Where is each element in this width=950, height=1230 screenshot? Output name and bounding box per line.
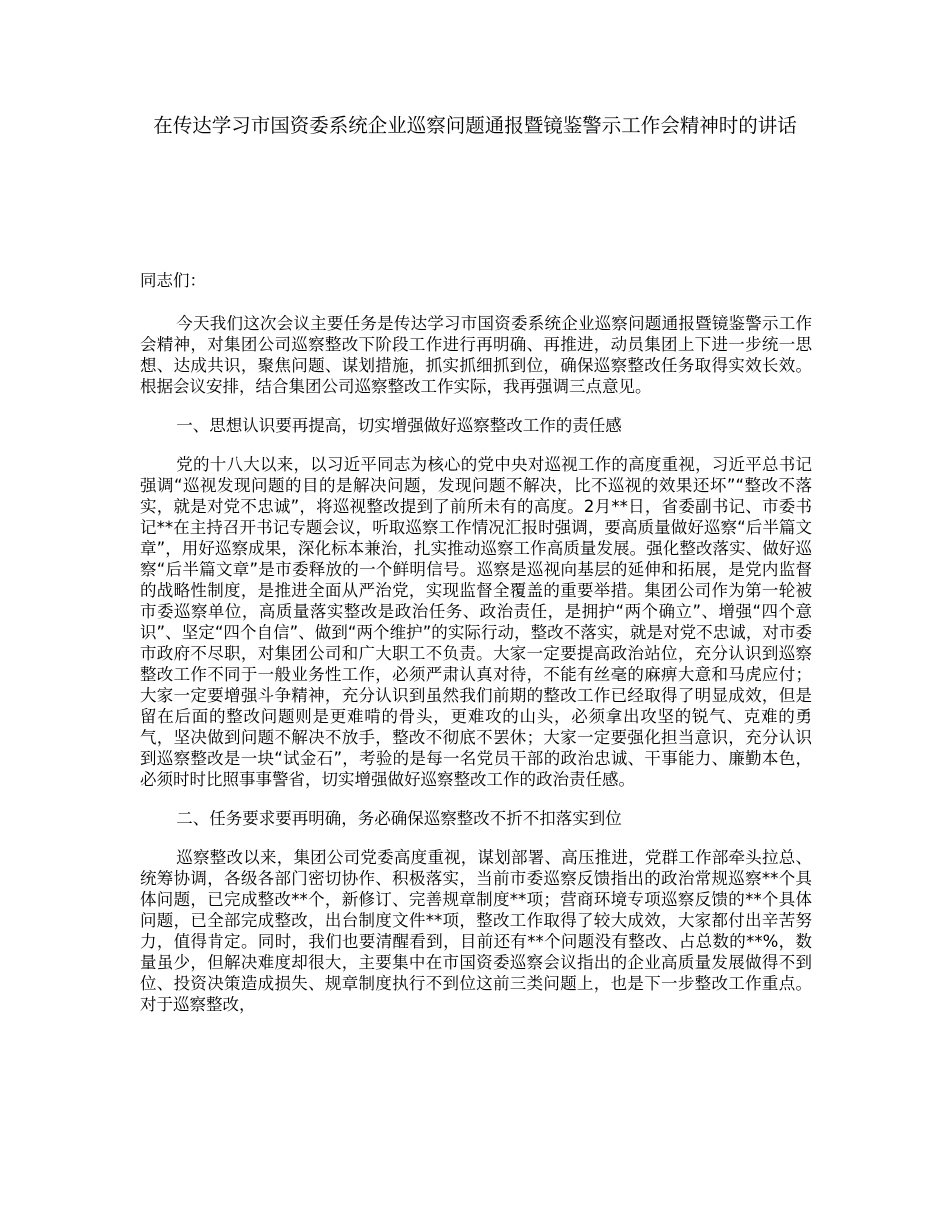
section-heading-2: 二、任务要求要再明确，务必确保巡察整改不折不扣落实到位 [176, 809, 622, 828]
document-title: 在传达学习市国资委系统企业巡察问题通报暨镜鉴警示工作会精神时的讲话 [153, 114, 797, 137]
greeting: 同志们： [140, 271, 206, 290]
document-body [140, 270, 812, 1033]
paragraph-section-2: 巡察整改以来，集团公司党委高度重视，谋划部署、高压推进，党群工作部牵头拉总、统筹协调，各级各部门密切协作、积极落实，当前市委巡察反馈指出的政治常规巡察**个具体问题，已完成整改**个，新修订、完善规章制度**项；营商环境专项巡察反馈的**个具体问题，已全部完成整改，出台制度文件**项，整改工作取得了较大成效，大家都付出辛苦努力，值得肯定。同时，我们也要清醒看到，目前还有**个问题没有整改、占总数的**%，数量虽少，但解决难度却很大，主要集中在市国资委巡察会议指出的企业高质量发展做得不到位、投资决策造成损失、规章制度执行不到位这前三类问题上，也是下一步整改工作重点。对于巡察整改， [140, 848, 812, 1014]
paragraph-section-1: 党的十八大以来，以习近平同志为核心的党中央对巡视工作的高度重视，习近平总书记强调“巡视发现问题的目的是解决问题，发现问题不解决，比不巡视的效果还坏”“整改不落实，就是对党不忠诚”，将巡视整改提到了前所未有的高度。2月**日，省委副书记、市委书记**在主持召开书记专题会议，听取巡察工作情况汇报时强调，要高质量做好巡察“后半篇文章”，用好巡察成果，深化标本兼治，扎实推动巡察工作高质量发展。强化整改落实、做好巡察“后半篇文章”是市委释放的一个鲜明信号。巡察是巡视向基层的延伸和拓展，是党内监督的战略性制度，是推进全面从严治党，实现监督全覆盖的重要举措。集团公司作为第一轮被市委巡察单位，高质量落实整改是政治任务、政治责任，是拥护“两个确立”、增强“四个意识”、坚定“四个自信”、做到“两个维护”的实际行动，整改不落实，就是对党不忠诚，对市委市政府不尽职，对集团公司和广大职工不负责。大家一定要提高政治站位，充分认识到巡察整改工作不同于一般业务性工作，必须严肃认真对待，不能有丝毫的麻痹大意和马虎应付；大家一定要增强斗争精神，充分认识到虽然我们前期的整改工作已经取得了明显成效，但是留在后面的整改问题则是更难啃的骨头，更难攻的山头，必须拿出攻坚的锐气、克难的勇气，坚决做到问题不解决不放手，整改不彻底不罢休；大家一定要强化担当意识，充分认识到巡察整改是一块“试金石”，考验的是每一名党员干部的政治忠诚、干事能力、廉勤本色，必须时时比照事事警省，切实增强做好巡察整改工作的政治责任感。 [140, 455, 812, 789]
section-heading-1: 一、思想认识要再提高，切实增强做好巡察整改工作的责任感 [176, 416, 622, 435]
paragraph-intro: 今天我们这次会议主要任务是传达学习市国资委系统企业巡察问题通报暨镜鉴警示工作会精神，对集团公司巡察整改下阶段工作进行再明确、再推进，动员集团上下进一步统一思想、达成共识，聚焦问题、谋划措施，抓实抓细抓到位，确保巡察整改任务取得实效长效。根据会议安排，结合集团公司巡察整改工作实际，我再强调三点意见。 [140, 314, 812, 396]
